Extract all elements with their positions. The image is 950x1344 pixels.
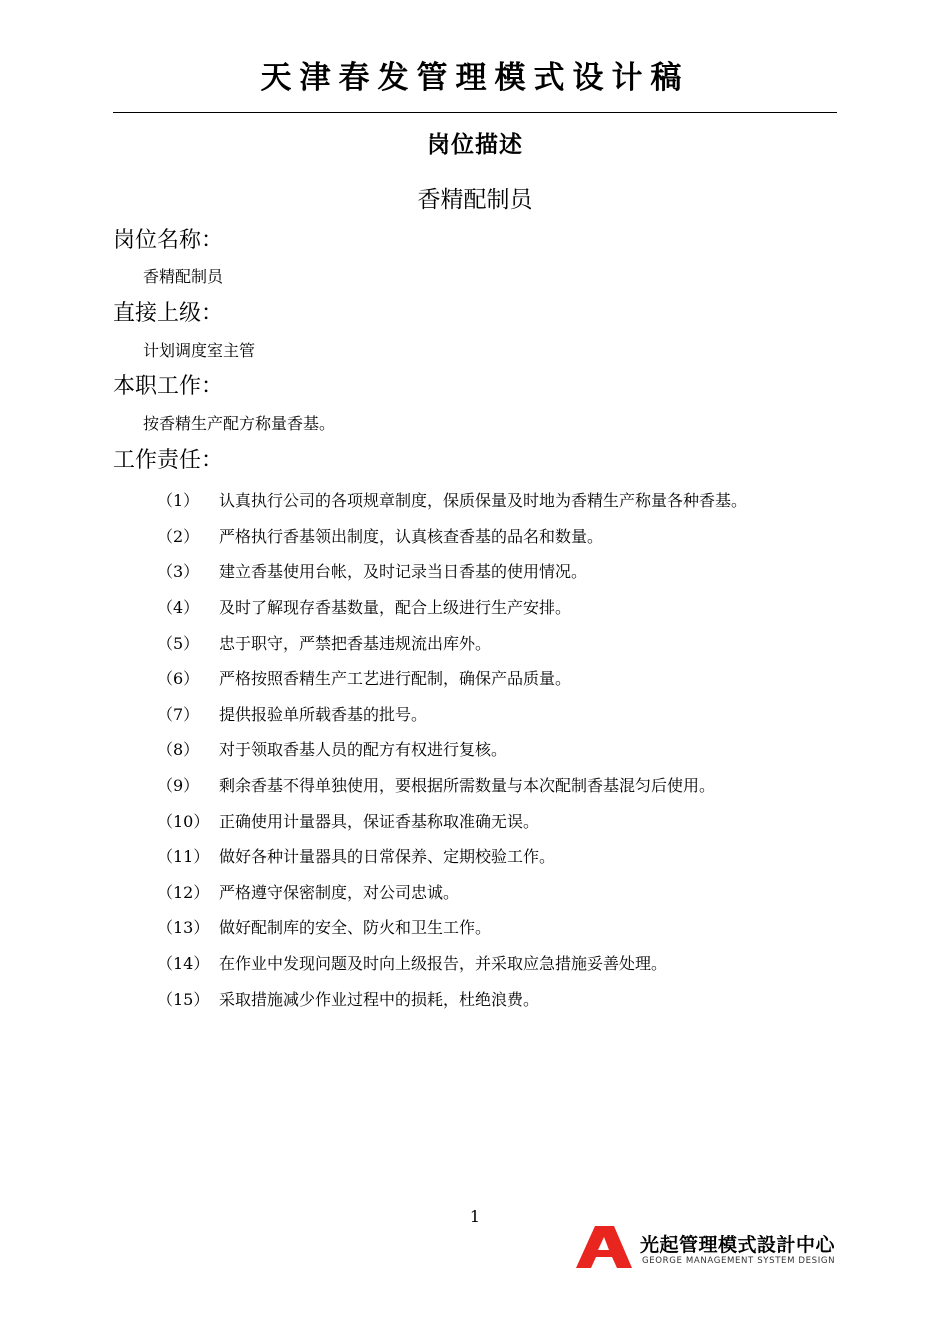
duty-item xyxy=(157,874,857,910)
duty-text: 剩余香基不得单独使用，要根据所需数量与本次配制香基混匀后使用。 xyxy=(219,776,716,796)
duty-text: 及时了解现存香基数量，配合上级进行生产安排。 xyxy=(219,598,572,618)
company-logo xyxy=(576,1226,846,1272)
position-title: 香精配制员 xyxy=(417,187,533,213)
duty-text: 严格遵守保密制度，对公司忠诚。 xyxy=(219,882,460,902)
duty-number: （14） xyxy=(157,954,210,974)
section-title: 岗位描述 xyxy=(427,132,523,158)
position-name-label: 岗位名称： xyxy=(113,228,224,253)
duty-number: （10） xyxy=(157,811,210,831)
duty-text: 提供报验单所载香基的批号。 xyxy=(219,704,428,724)
duty-item xyxy=(157,660,857,696)
duty-number: （15） xyxy=(157,989,210,1009)
page-number: 1 xyxy=(469,1207,481,1226)
duty-text: 认真执行公司的各项规章制度，保质保量及时地为香精生产称量各种香基。 xyxy=(219,491,748,511)
duty-number: （3） xyxy=(157,562,200,582)
logo-a-icon xyxy=(576,1226,632,1268)
superior-label: 直接上级： xyxy=(113,301,224,326)
duty-number: （4） xyxy=(157,598,200,618)
duty-number: （5） xyxy=(157,633,200,653)
duty-number: （6） xyxy=(157,669,200,689)
duty-item xyxy=(157,696,857,732)
duty-item xyxy=(157,802,857,838)
document-header-title: 天津春发管理模式设计稿 xyxy=(260,60,690,96)
logo-subtitle: GEORGE MANAGEMENT SYSTEM DESIGN xyxy=(642,1256,836,1266)
duty-text: 严格按照香精生产工艺进行配制，确保产品质量。 xyxy=(219,669,572,689)
duty-number: （11） xyxy=(157,847,210,867)
duty-item xyxy=(157,731,857,767)
duty-item xyxy=(157,767,857,803)
duty-text: 忠于职守，严禁把香基违规流出库外。 xyxy=(219,633,492,653)
duty-text: 对于领取香基人员的配方有权进行复核。 xyxy=(219,740,508,760)
header-divider xyxy=(113,112,837,113)
duty-item xyxy=(157,838,857,874)
duty-text: 正确使用计量器具，保证香基称取准确无误。 xyxy=(219,811,540,831)
duties-list xyxy=(157,482,857,1016)
duty-item xyxy=(157,518,857,554)
duty-text: 建立香基使用台帐，及时记录当日香基的使用情况。 xyxy=(219,562,588,582)
duty-text: 做好各种计量器具的日常保养、定期校验工作。 xyxy=(219,847,556,867)
duty-item xyxy=(157,589,857,625)
duty-text: 做好配制库的安全、防火和卫生工作。 xyxy=(219,918,492,938)
main-work-value: 按香精生产配方称量香基。 xyxy=(143,414,336,433)
logo-name: 光起管理模式設計中心 xyxy=(640,1234,836,1256)
duty-text: 严格执行香基领出制度，认真核查香基的品名和数量。 xyxy=(219,526,604,546)
duty-number: （2） xyxy=(157,526,200,546)
position-name-value: 香精配制员 xyxy=(143,267,224,286)
duty-number: （9） xyxy=(157,776,200,796)
duty-number: （13） xyxy=(157,918,210,938)
duty-number: （12） xyxy=(157,882,210,902)
duty-text: 在作业中发现问题及时向上级报告，并采取应急措施妥善处理。 xyxy=(219,954,668,974)
duty-item xyxy=(157,482,857,518)
duties-label: 工作责任： xyxy=(113,448,224,473)
duty-item xyxy=(157,624,857,660)
duty-text: 采取措施减少作业过程中的损耗，杜绝浪费。 xyxy=(219,989,540,1009)
duty-number: （7） xyxy=(157,704,200,724)
duty-number: （1） xyxy=(157,491,200,511)
duty-number: （8） xyxy=(157,740,200,760)
duty-item xyxy=(157,980,857,1016)
duty-item xyxy=(157,909,857,945)
duty-item xyxy=(157,945,857,981)
main-work-label: 本职工作： xyxy=(113,374,224,399)
duty-item xyxy=(157,553,857,589)
superior-value: 计划调度室主管 xyxy=(143,341,256,360)
